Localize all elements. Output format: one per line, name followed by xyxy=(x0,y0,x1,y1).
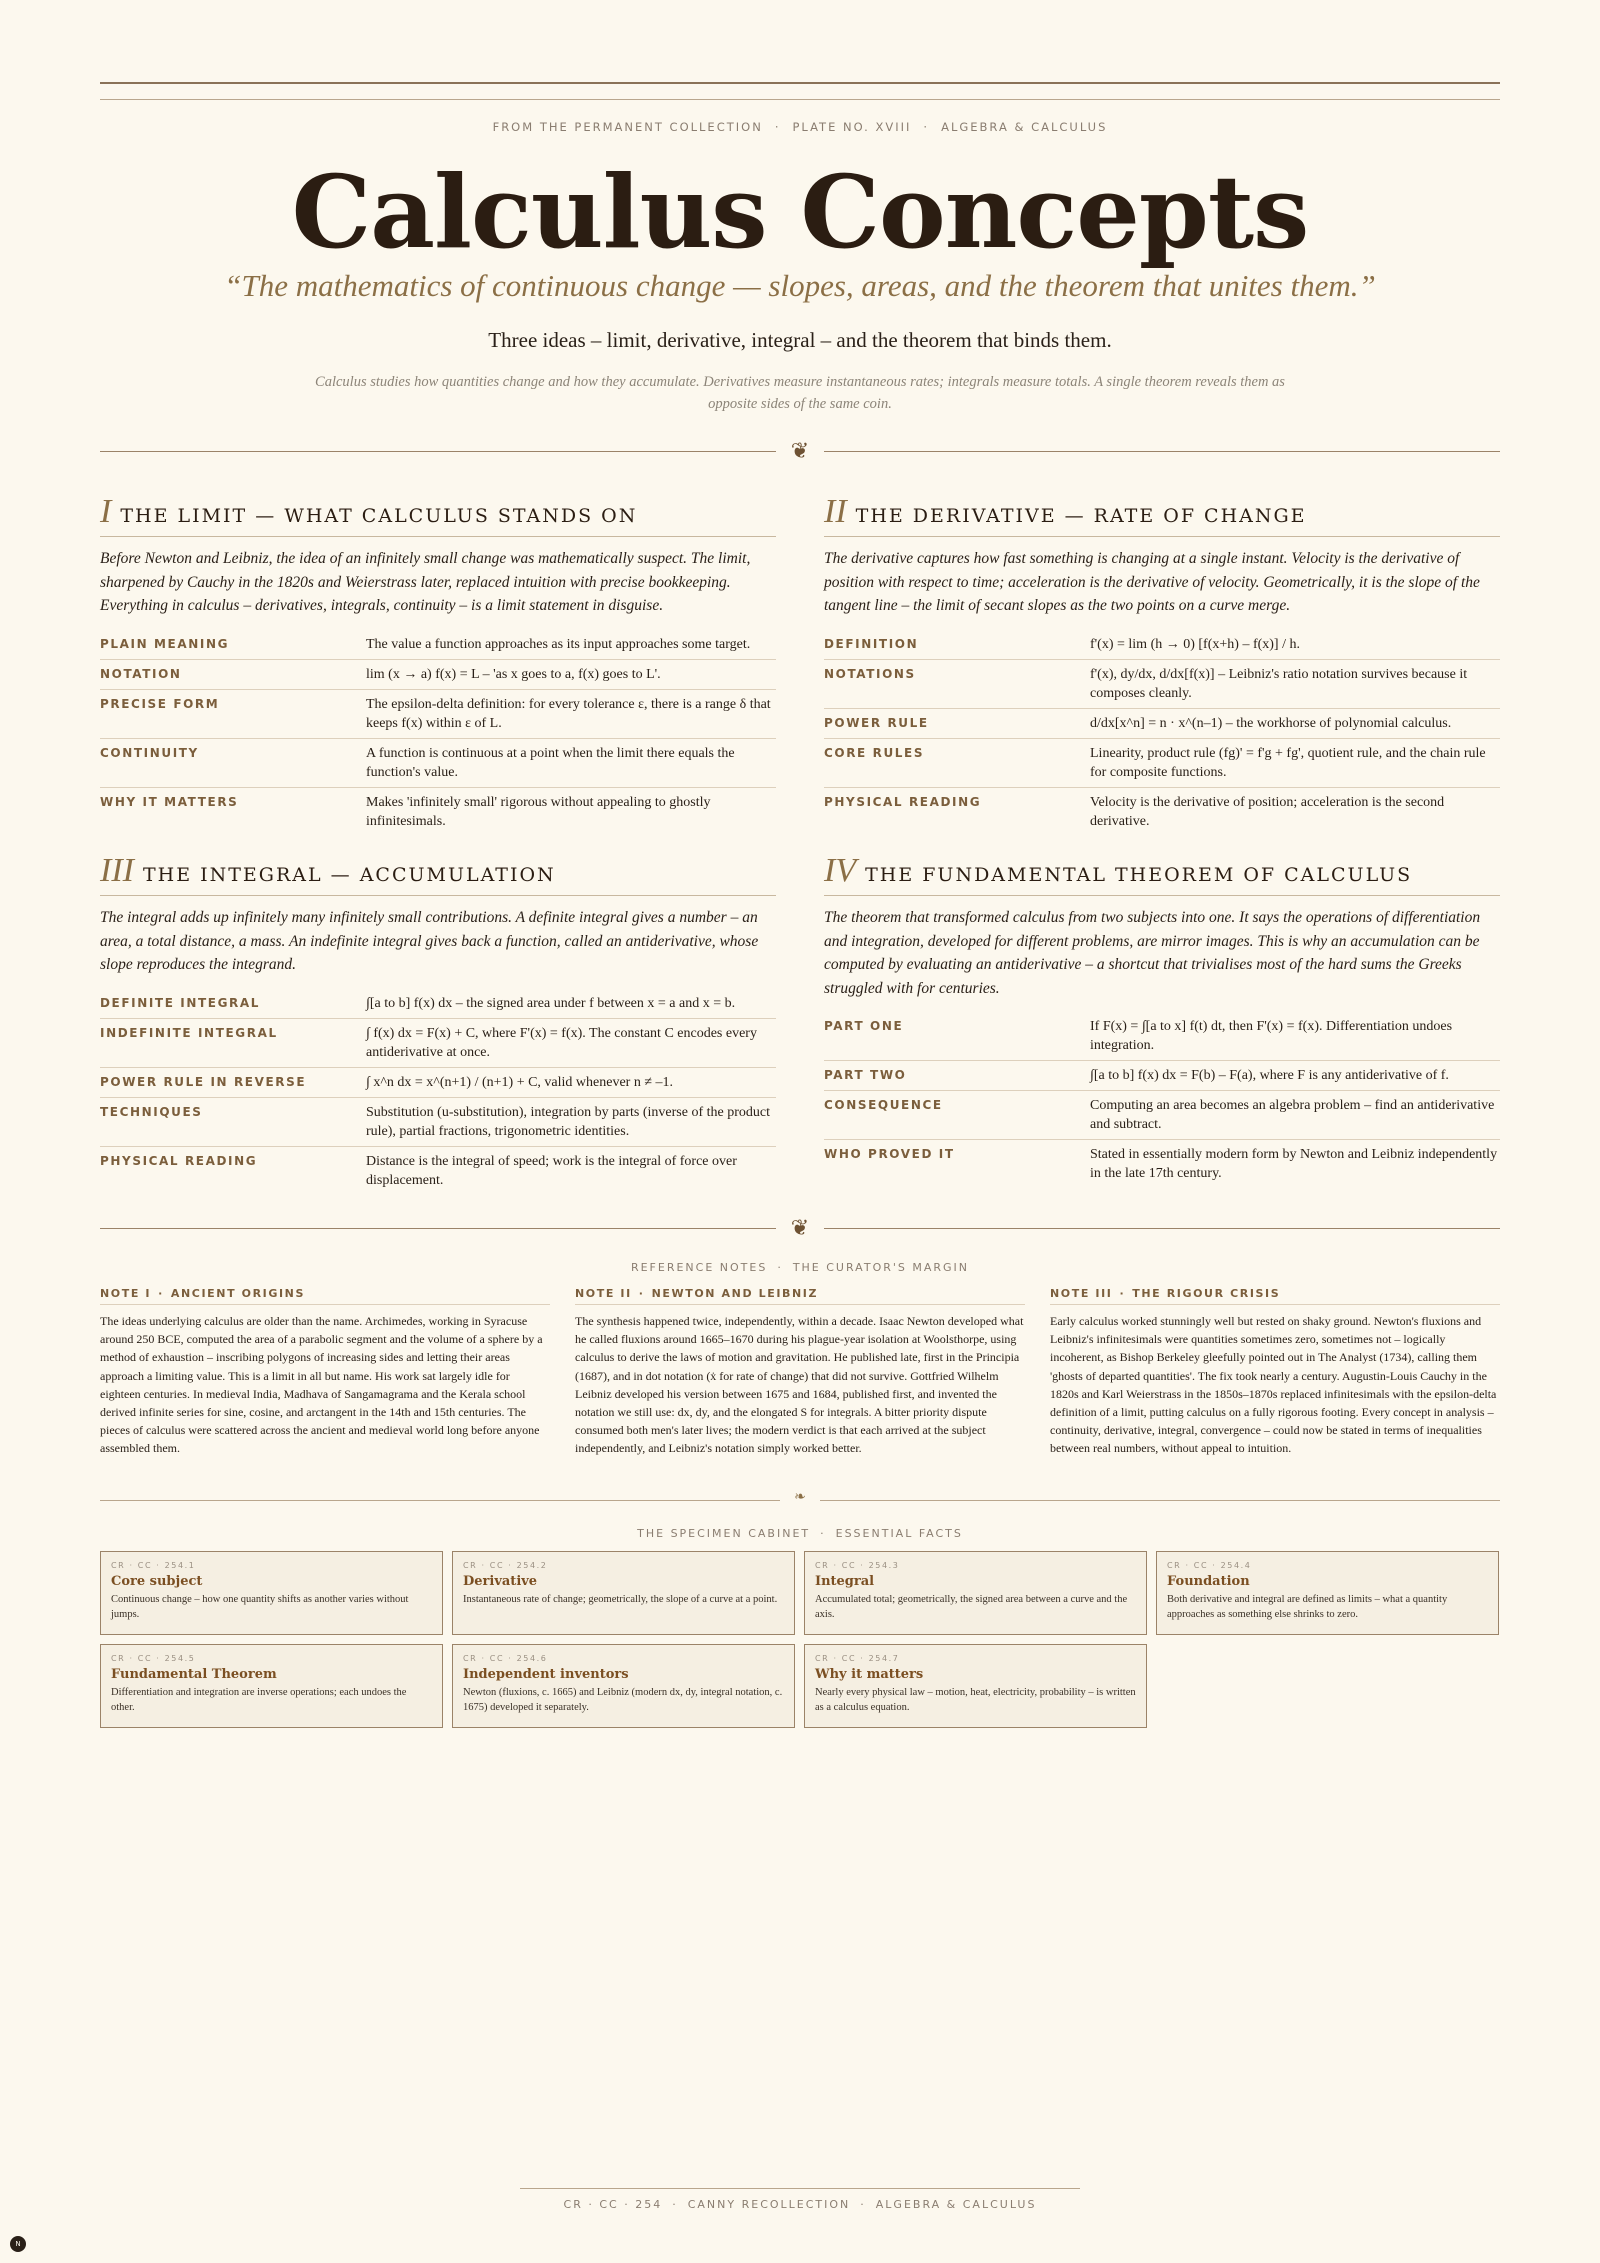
fact-card xyxy=(804,1551,1147,1635)
row-label: PLAIN MEANING xyxy=(100,636,230,651)
row-value: f'(x), dy/dx, d/dx[f(x)] – Leibniz's ratio notation survives because it composes cleanly. xyxy=(1090,666,1468,701)
section-title: THE FUNDAMENTAL THEOREM OF CALCULUS xyxy=(865,864,1413,886)
footer-category: ALGEBRA & CALCULUS xyxy=(875,2198,1037,2211)
page-title: Calculus Concepts xyxy=(291,153,1309,271)
definition-row xyxy=(100,1068,776,1098)
row-value: ∫[a to b] f(x) dx – the signed area under f between x = a and x = b. xyxy=(366,995,736,1011)
section-limit xyxy=(100,494,776,836)
section-numeral: I xyxy=(100,493,112,530)
note xyxy=(575,1287,1025,1458)
small-divider xyxy=(100,1492,1500,1508)
section-divider xyxy=(100,1217,1500,1241)
definition-row xyxy=(824,1140,1500,1188)
row-label: WHY IT MATTERS xyxy=(100,794,239,809)
section-intro: Before Newton and Leibniz, the idea of an infinitely small change was mathematically suspect. The limit, sharpened by Cauchy in the 1820s and Weierstrass later, replaced intuition with precise bookkeeping. Everything in calculus – derivatives, integrals, continuity – is a limit statement in disguise. xyxy=(100,550,751,614)
definition-row xyxy=(100,989,776,1019)
row-label: POWER RULE IN REVERSE xyxy=(100,1074,307,1089)
row-value: ∫[a to b] f(x) dx = F(b) – F(a), where F is any antiderivative of f. xyxy=(1090,1068,1449,1083)
row-value: Distance is the integral of speed; work is the integral of force over displacement. xyxy=(366,1153,737,1188)
definition-row xyxy=(100,1098,776,1147)
definition-row xyxy=(824,660,1500,709)
definition-list xyxy=(100,989,776,1195)
note-heading: NOTE II · NEWTON AND LEIBNIZ xyxy=(575,1287,1025,1305)
row-label: CONSEQUENCE xyxy=(824,1098,943,1112)
row-value: Stated in essentially modern form by Newton and Leibniz independently in the late 17th century. xyxy=(1090,1147,1498,1181)
note-title: NEWTON AND LEIBNIZ xyxy=(651,1287,819,1300)
card-title: Derivative xyxy=(463,1574,538,1589)
card-title: Foundation xyxy=(1167,1574,1250,1589)
section-intro: The theorem that transformed calculus from two subjects into one. It says the operations of differentiation and integration, developed for different problems, are mirror images. This is why an accumulation can be computed by evaluating an antiderivative – a shortcut that trivialises most of the hard sums the Greeks struggled with for centuries. xyxy=(824,909,1481,997)
card-code: CR · CC · 254.3 xyxy=(815,1561,900,1570)
definition-list xyxy=(100,630,776,836)
section-heading xyxy=(824,853,1500,896)
section-derivative xyxy=(824,494,1500,836)
row-label: PART TWO xyxy=(824,1068,907,1082)
row-label: CORE RULES xyxy=(824,745,925,760)
section-intro: The derivative captures how fast something is changing at a single instant. Velocity is the derivative of position with respect to time; acceleration is the derivative of velocity. Geometrically, it is the slope of the tangent line – the limit of secant slopes as the two points on a curve merge. xyxy=(824,550,1480,614)
section-fundamental-theorem xyxy=(824,853,1500,1188)
row-value: The value a function approaches as its input approaches some target. xyxy=(366,636,751,652)
card-body: Nearly every physical law – motion, heat, electricity, probability – is written as a calculus equation. xyxy=(815,1687,1136,1713)
row-value: ∫ f(x) dx = F(x) + C, where F'(x) = f(x). The constant C encodes every antiderivative at once. xyxy=(366,1025,757,1060)
section-title: THE DERIVATIVE — RATE OF CHANGE xyxy=(855,505,1307,527)
card-code: CR · CC · 254.7 xyxy=(815,1654,900,1663)
section-heading xyxy=(100,853,776,896)
eyebrow: FROM THE PERMANENT COLLECTION · PLATE NO. XVIII · ALGEBRA & CALCULUS xyxy=(492,120,1108,134)
row-label: POWER RULE xyxy=(824,715,929,730)
note-heading: NOTE III · THE RIGOUR CRISIS xyxy=(1050,1287,1500,1305)
row-value: Makes 'infinitely small' rigorous without appealing to ghostly infinitesimals. xyxy=(366,794,711,829)
note-number: NOTE I xyxy=(100,1287,152,1300)
footer-rule xyxy=(520,2188,1080,2189)
section-heading xyxy=(100,494,776,537)
fact-card xyxy=(804,1644,1147,1728)
reference-heading: REFERENCE NOTES · THE CURATOR'S MARGIN xyxy=(630,1261,970,1274)
top-rule-thin xyxy=(100,99,1500,100)
reference-subtitle: THE CURATOR'S MARGIN xyxy=(792,1261,970,1274)
section-numeral: IV xyxy=(824,852,857,889)
card-body: Newton (fluxions, c. 1665) and Leibniz (modern dx, dy, integral notation, c. 1675) developed it separately. xyxy=(463,1687,783,1713)
row-value: lim (x → a) f(x) = L – 'as x goes to a, f(x) goes to L'. xyxy=(366,666,661,682)
definition-row xyxy=(824,739,1500,788)
definition-row xyxy=(100,630,776,660)
definition-row xyxy=(824,788,1500,836)
row-value: If F(x) = ∫[a to x] f(t) dt, then F'(x) = f(x). Differentiation undoes integration. xyxy=(1090,1019,1453,1053)
section-title: THE LIMIT — WHAT CALCULUS STANDS ON xyxy=(120,505,638,527)
footer-code: CR · CC · 254 xyxy=(563,2198,663,2211)
row-label: NOTATIONS xyxy=(824,666,916,681)
footer: CR · CC · 254 · CANNY RECOLLECTION · ALGEBRA & CALCULUS xyxy=(563,2198,1037,2211)
row-value: A function is continuous at a point when the limit there equals the function's value. xyxy=(366,745,735,780)
card-code: CR · CC · 254.2 xyxy=(463,1561,548,1570)
row-label: NOTATION xyxy=(100,666,182,681)
eyebrow-collection: FROM THE PERMANENT COLLECTION xyxy=(492,120,763,134)
specimen-cards xyxy=(100,1551,1500,1728)
note-number: NOTE III xyxy=(1050,1287,1113,1300)
fact-card xyxy=(1156,1551,1499,1635)
row-value: The epsilon-delta definition: for every tolerance ε, there is a range δ that keeps f(x) within ε of L. xyxy=(366,696,771,731)
definition-row xyxy=(100,1147,776,1195)
note-body: Early calculus worked stunningly well but rested on shaky ground. Newton's fluxions and Leibniz's infinitesimals were quantities sometimes zero, sometimes not – logically incoherent, as Bishop Berkeley gleefully pointed out in The Analyst (1734), calling them 'ghosts of departed quantities'. The fix took nearly a century. Augustin-Louis Cauchy in the 1820s and Karl Weierstrass in the 1850s–1870s replaced infinitesimals with the epsilon-delta definition of a limit, putting calculus on a fully rigorous footing. Every concept in analysis – continuity, derivative, integral, convergence – could now be stated in terms of inequalities between real numbers, without appeal to intuition. xyxy=(1050,1314,1497,1456)
card-code: CR · CC · 254.6 xyxy=(463,1654,548,1663)
definition-row xyxy=(824,709,1500,739)
definition-row xyxy=(100,690,776,739)
section-numeral: II xyxy=(824,493,847,530)
cabinet-title: THE SPECIMEN CABINET xyxy=(637,1527,811,1540)
row-label: PRECISE FORM xyxy=(100,696,220,711)
section-intro: The integral adds up infinitely many infinitely small contributions. A definite integral gives a number – an area, a total distance, a mass. An indefinite integral gives back a function, called an antiderivative, whose slope reproduces the integrand. xyxy=(100,909,759,973)
definition-row xyxy=(100,1019,776,1068)
card-body: Accumulated total; geometrically, the signed area between a curve and the axis. xyxy=(815,1594,1128,1620)
note-body: The synthesis happened twice, independently, within a decade. Isaac Newton developed what he called fluxions around 1665–1670 during his plague-year isolation at Woolsthorpe, using calculus to derive the laws of motion and gravitation. He published late, first in the Principia (1687), and in dot notation (ẋ for rate of change) that did not survive. Gottfried Wilhelm Leibniz developed his version between 1675 and 1684, published first, and invented the notation we still use: dx, dy, and the elongated S for integrals. A bitter priority dispute consumed both men's later lives; the modern verdict is that each arrived at the subject independently, and Leibniz's notation simply worked better. xyxy=(575,1314,1024,1456)
cabinet-subtitle: ESSENTIAL FACTS xyxy=(835,1527,963,1540)
row-label: DEFINITION xyxy=(824,636,919,651)
cabinet-heading: THE SPECIMEN CABINET · ESSENTIAL FACTS xyxy=(637,1527,963,1540)
note-body: The ideas underlying calculus are older than the name. Archimedes, working in Syracuse around 250 BCE, computed the area of a parabolic segment and the volume of a sphere by a method of exhaustion – inscribing polygons of increasing sides and letting their areas approach a limiting value. This is a limit in all but name. His work sat largely idle for eighteen centuries. In medieval India, Madhava of Sangamagrama and the Kerala school derived infinite series for sine, cosine, and arctangent in the 14th and 15th centuries. The pieces of calculus were scattered across the ancient and medieval world long before anyone assembled them. xyxy=(100,1314,543,1456)
definition-list xyxy=(824,1012,1500,1188)
definition-row xyxy=(824,630,1500,660)
card-body: Differentiation and integration are inverse operations; each undoes the other. xyxy=(111,1687,407,1713)
row-label: PHYSICAL READING xyxy=(824,794,982,809)
note xyxy=(100,1287,550,1458)
row-value: Linearity, product rule (fg)' = f'g + fg', quotient rule, and the chain rule for composite functions. xyxy=(1090,745,1486,780)
row-label: DEFINITE INTEGRAL xyxy=(100,995,261,1010)
row-label: TECHNIQUES xyxy=(100,1104,203,1119)
lede: Calculus studies how quantities change and how they accumulate. Derivatives measure instantaneous rates; integrals measure totals. A single theorem reveals them as opposite sides of the same coin. xyxy=(315,374,1285,412)
row-label: INDEFINITE INTEGRAL xyxy=(100,1025,278,1040)
definition-row xyxy=(100,788,776,836)
fleuron-icon: ❦ xyxy=(790,438,810,463)
definition-list xyxy=(824,630,1500,836)
subtitle: Three ideas – limit, derivative, integral – and the theorem that binds them. xyxy=(488,328,1112,352)
card-code: CR · CC · 254.5 xyxy=(111,1654,196,1663)
fact-card xyxy=(452,1644,795,1728)
note-heading: NOTE I · ANCIENT ORIGINS xyxy=(100,1287,550,1305)
row-value: Velocity is the derivative of position; acceleration is the second derivative. xyxy=(1090,794,1445,829)
definition-row xyxy=(824,1091,1500,1140)
card-title: Core subject xyxy=(111,1574,203,1589)
note xyxy=(1050,1287,1500,1458)
top-rule xyxy=(100,82,1500,84)
card-code: CR · CC · 254.4 xyxy=(1167,1561,1252,1570)
section-divider xyxy=(100,440,1500,464)
fact-card xyxy=(100,1551,443,1635)
definition-row xyxy=(824,1012,1500,1061)
row-value: ∫ x^n dx = x^(n+1) / (n+1) + C, valid whenever n ≠ –1. xyxy=(366,1074,674,1090)
footer-publisher: CANNY RECOLLECTION xyxy=(687,2198,851,2211)
fact-card xyxy=(100,1644,443,1728)
card-title: Fundamental Theorem xyxy=(111,1667,277,1682)
row-value: Substitution (u-substitution), integration by parts (inverse of the product rule), partial fractions, trigonometric identities. xyxy=(366,1104,770,1139)
eyebrow-plate: PLATE NO. XVIII xyxy=(792,120,912,134)
card-title: Integral xyxy=(815,1574,875,1589)
definition-row xyxy=(100,739,776,788)
epigraph: “The mathematics of continuous change — slopes, areas, and the theorem that unites them.” xyxy=(224,268,1376,303)
row-value: d/dx[x^n] = n · x^(n–1) – the workhorse of polynomial calculus. xyxy=(1090,715,1452,731)
corner-badge-icon[interactable]: N xyxy=(10,2236,26,2252)
section-heading xyxy=(824,494,1500,537)
card-body: Continuous change – how one quantity shifts as another varies without jumps. xyxy=(111,1594,409,1620)
card-body: Both derivative and integral are defined as limits – what a quantity approaches as something else shrinks to zero. xyxy=(1167,1594,1448,1620)
eyebrow-category: ALGEBRA & CALCULUS xyxy=(941,120,1108,134)
card-title: Independent inventors xyxy=(463,1667,629,1682)
row-label: PART ONE xyxy=(824,1019,904,1033)
reference-title: REFERENCE NOTES xyxy=(630,1261,768,1274)
fleuron-icon: ❦ xyxy=(790,1215,810,1240)
row-label: PHYSICAL READING xyxy=(100,1153,258,1168)
row-label: CONTINUITY xyxy=(100,745,199,760)
leaf-ornament-icon: ❧ xyxy=(794,1490,806,1505)
row-label: WHO PROVED IT xyxy=(824,1147,955,1161)
fact-card xyxy=(452,1551,795,1635)
note-title: THE RIGOUR CRISIS xyxy=(1132,1287,1281,1300)
note-number: NOTE II xyxy=(575,1287,632,1300)
row-value: Computing an area becomes an algebra problem – find an antiderivative and subtract. xyxy=(1090,1098,1495,1132)
card-body: Instantaneous rate of change; geometrically, the slope of a curve at a point. xyxy=(463,1594,778,1605)
reference-notes xyxy=(100,1287,1500,1458)
section-numeral: III xyxy=(100,852,134,889)
row-value: f'(x) = lim (h → 0) [f(x+h) – f(x)] / h. xyxy=(1090,636,1300,652)
definition-row xyxy=(100,660,776,690)
definition-row xyxy=(824,1061,1500,1091)
note-title: ANCIENT ORIGINS xyxy=(170,1287,305,1300)
section-integral xyxy=(100,853,776,1195)
card-title: Why it matters xyxy=(815,1667,924,1682)
card-code: CR · CC · 254.1 xyxy=(111,1561,196,1570)
section-title: THE INTEGRAL — ACCUMULATION xyxy=(142,864,556,886)
